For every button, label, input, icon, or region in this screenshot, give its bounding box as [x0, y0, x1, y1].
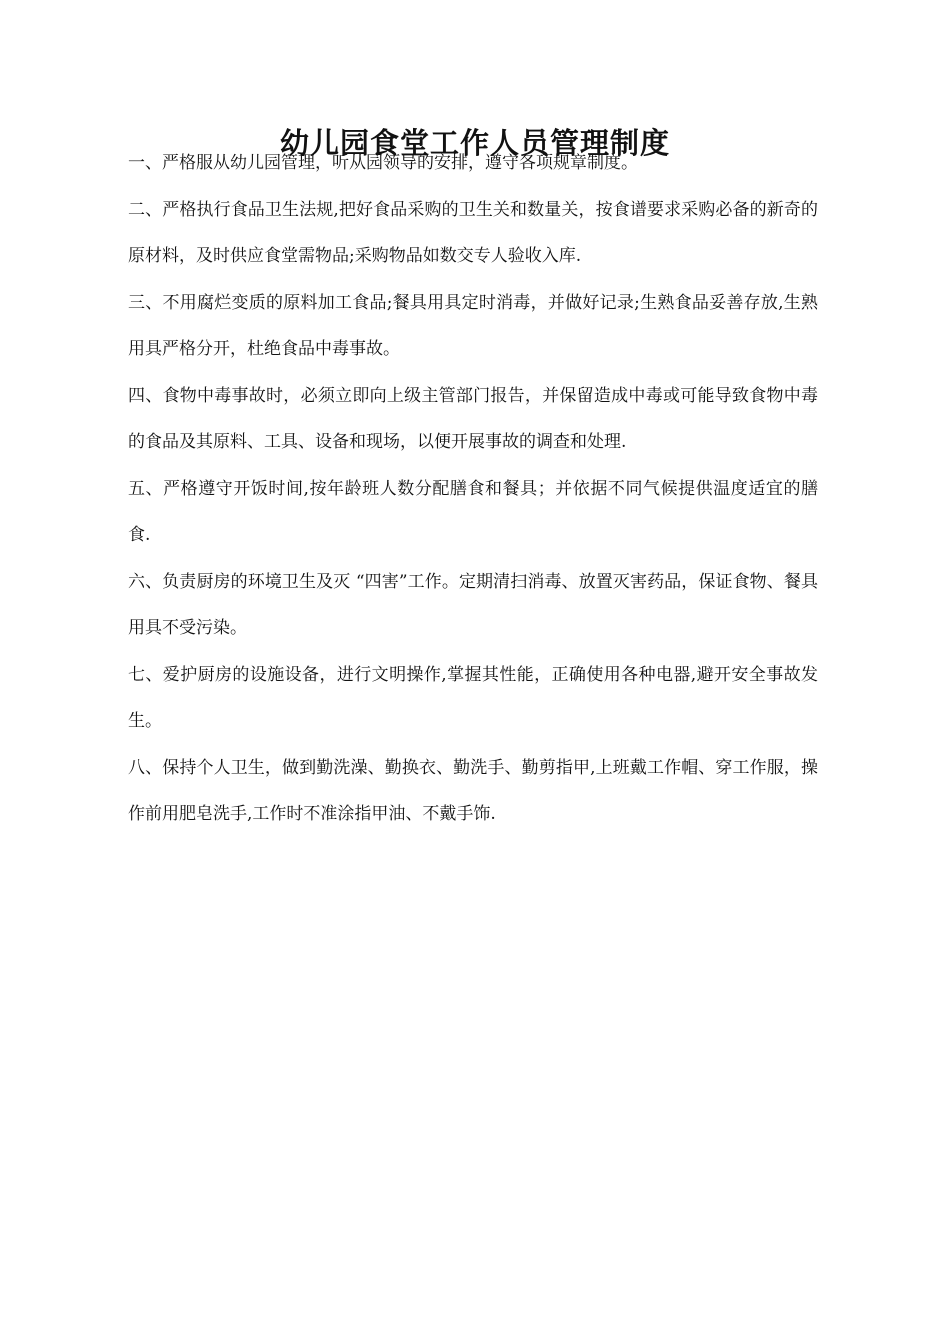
clause-7: 七、爱护厨房的设施设备，进行文明操作,掌握其性能，正确使用各种电器,避开安全事故发生。 — [128, 664, 818, 731]
clause-6: 六、负责厨房的环境卫生及灭 “四害”工作。定期清扫消毒、放置灭害药品，保证食物、餐具用具不受污染。 — [128, 571, 818, 638]
clause-3: 三、不用腐烂变质的原料加工食品;餐具用具定时消毒，并做好记录;生熟食品妥善存放,生熟用具严格分开，杜绝食品中毒事故。 — [128, 292, 818, 359]
document-title: 幼儿园食堂工作人员管理制度 — [279, 126, 670, 161]
clause-4: 四、食物中毒事故时，必须立即向上级主管部门报告，并保留造成中毒或可能导致食物中毒的食品及其原料、工具、设备和现场，以便开展事故的调查和处理. — [128, 385, 818, 452]
clause-1: 一、严格服从幼儿园管理，听从园领导的安排，遵守各项规章制度。 — [128, 153, 638, 173]
document-body — [128, 140, 818, 838]
clause-8: 八、保持个人卫生，做到勤洗澡、勤换衣、勤洗手、勤剪指甲,上班戴工作帽、穿工作服，操作前用肥皂洗手,工作时不准涂指甲油、不戴手饰. — [128, 757, 818, 824]
clause-5: 五、严格遵守开饭时间,按年龄班人数分配膳食和餐具；并依据不同气候提供温度适宜的膳食. — [128, 478, 818, 545]
clause-2: 二、严格执行食品卫生法规,把好食品采购的卫生关和数量关，按食谱要求采购必备的新奇的原材料，及时供应食堂需物品;采购物品如数交专人验收入库. — [128, 199, 818, 266]
